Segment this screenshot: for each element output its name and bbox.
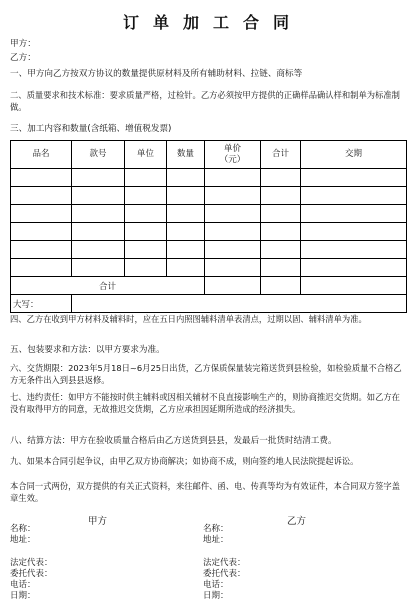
header-style-no: 款号	[72, 141, 125, 169]
header-unit-price: 单价 （元）	[205, 141, 261, 169]
clause-10: 本合同一式两份，双方提供的有关正式资料，来往邮件、函、电、传真等均为有效证件，本合同双方签字盖章生效。	[10, 481, 400, 503]
table-row	[11, 259, 407, 277]
party-b-agent-field: 委托代表：	[203, 569, 246, 579]
header-product-name: 品名	[11, 141, 72, 169]
party-a-legal-rep-field: 法定代表：	[10, 558, 53, 568]
header-quantity: 数量	[167, 141, 205, 169]
header-subtotal: 合计	[261, 141, 301, 169]
contract-title: 订单加工合同	[122, 13, 303, 32]
party-b-date-field: 日期：	[203, 591, 229, 601]
table-row	[11, 205, 407, 223]
table-total-row	[11, 277, 407, 295]
party-b-heading: 乙方	[287, 516, 307, 527]
party-b-label: 乙方：	[10, 53, 36, 63]
table-row	[11, 169, 407, 187]
party-a-name-field: 名称：	[10, 524, 36, 534]
clause-9: 九、如果本合同引起争议，由甲乙双方协商解决；如协商不成，则向签约地人民法院提起诉讼。	[10, 456, 359, 466]
items-table	[10, 140, 407, 313]
party-b-address-field: 地址：	[203, 535, 229, 545]
amount-words-value[interactable]	[72, 295, 407, 313]
table-row	[11, 241, 407, 259]
table-header-row	[11, 141, 407, 169]
clause-8: 八、结算方法：甲方在验收质量合格后由乙方送货到县县，发最后一批货时结清工费。	[10, 436, 337, 446]
table-row	[11, 223, 407, 241]
clause-7: 七、违约责任：如甲方不能按时供主辅料或因相关辅材不良直接影响生产的，则协商推迟交货期。如乙方在没有取得甲方的同意，无故推迟交货期，乙方应承担因延期所造成的经济损失。	[10, 392, 400, 414]
header-delivery-date: 交期	[301, 141, 407, 169]
party-a-address-field: 地址：	[10, 535, 36, 545]
party-a-phone-field: 电话：	[10, 580, 36, 590]
party-b-phone-field: 电话：	[203, 580, 229, 590]
party-a-heading: 甲方	[88, 516, 108, 527]
table-row	[11, 187, 407, 205]
party-a-label: 甲方：	[10, 39, 36, 49]
party-b-name-field: 名称：	[203, 524, 229, 534]
clause-6: 六、交货期限：2023年5月18日~6月25日出货，乙方保质保量装完箱送货到县检验，如检验质量不合格乙方无条件出入到县县返修。	[10, 363, 402, 385]
amount-words-label: 大写：	[11, 295, 72, 313]
clause-4: 四、乙方在收到甲方材料及辅料时，应在五日内照图辅料清单表清点，过期以固、辅料清单为准。	[10, 314, 367, 324]
header-unit: 单位	[125, 141, 167, 169]
clause-5: 五、包装要求和方法：以甲方要求为准。	[10, 345, 165, 355]
clause-1: 一、甲方向乙方按双方协议的数量提供原材料及所有辅助材料、拉链、商标等	[10, 69, 303, 79]
total-label: 合计	[11, 277, 205, 295]
clause-2: 二、质量要求和技术标准：要求质量严格，过检针。乙方必须按甲方提供的正确样品确认样和制单为标准制做。	[10, 90, 400, 112]
table-amount-words-row	[11, 295, 407, 313]
clause-3-heading: 三、加工内容和数量(含纸箱、增值税发票)	[10, 124, 172, 134]
party-b-legal-rep-field: 法定代表：	[203, 558, 246, 568]
party-a-date-field: 日期：	[10, 591, 36, 601]
party-a-agent-field: 委托代表：	[10, 569, 53, 579]
